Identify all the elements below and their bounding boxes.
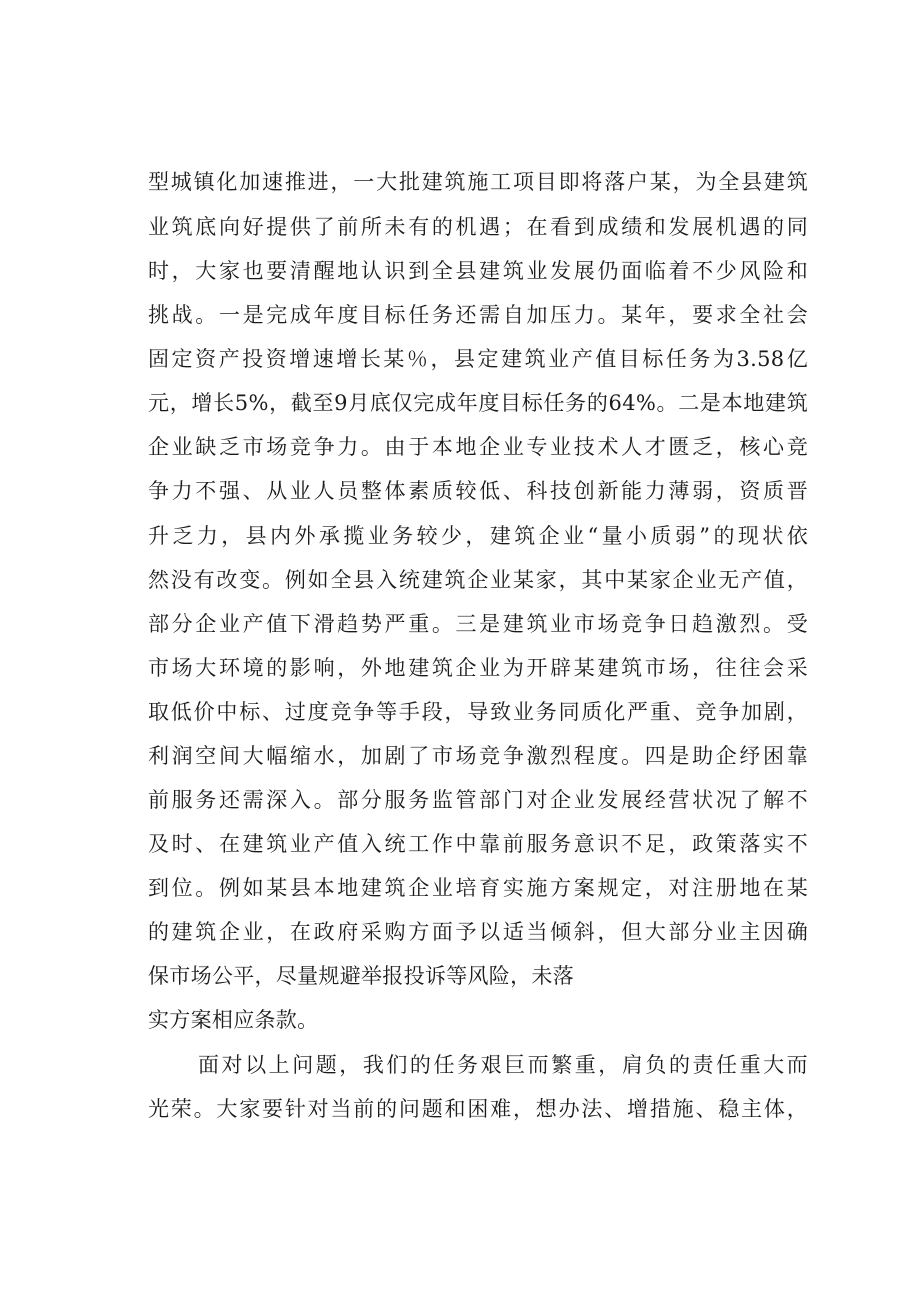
text-line: 然没有改变。例如全县入统建筑企业某家，其中某家企业无产值， xyxy=(148,568,808,592)
text-line: 时，大家也要清醒地认识到全县建筑业发展仍面临着不少风险和 xyxy=(148,259,808,283)
text-line: 部分企业产值下滑趋势严重。三是建筑业市场竞争日趋激烈。受 xyxy=(148,612,808,636)
text-line: 挑战。一是完成年度目标任务还需自加压力。某年，要求全社会 xyxy=(148,303,808,327)
text-line: 及时、在建筑业产值入统工作中靠前服务意识不足，政策落实不 xyxy=(148,832,808,856)
text-line: 实方案相应条款。 xyxy=(148,1008,319,1032)
text-line: 利润空间大幅缩水，加剧了市场竞争激烈程度。四是助企纾困靠 xyxy=(148,744,808,768)
text-line: 前服务还需深入。部分服务监管部门对企业发展经营状况了解不 xyxy=(148,788,808,812)
text-line: 争力不强、从业人员整体素质较低、科技创新能力薄弱，资质晋 xyxy=(148,479,808,503)
text-line: 市场大环境的影响，外地建筑企业为开辟某建筑市场，往往会采 xyxy=(148,656,808,680)
text-line: 企业缺乏市场竞争力。由于本地企业专业技术人才匮乏，核心竞 xyxy=(148,435,808,459)
text-line: 元，增长5%，截至9月底仅完成年度目标任务的64%。二是本地建筑 xyxy=(148,391,808,415)
text-line: 取低价中标、过度竞争等手段，导致业务同质化严重、竞争加剧， xyxy=(148,700,808,724)
text-line: 固定资产投资增速增长某％，县定建筑业产值目标任务为3.58亿 xyxy=(148,347,808,371)
text-line: 升乏力，县内外承揽业务较少，建筑企业“量小质弱”的现状依 xyxy=(148,524,808,548)
text-line: 业筑底向好提供了前所未有的机遇；在看到成绩和发展机遇的同 xyxy=(148,215,808,239)
text-line: 保市场公平，尽量规避举报投诉等风险，未落 xyxy=(148,964,574,988)
text-line: 型城镇化加速推进，一大批建筑施工项目即将落户某，为全县建筑 xyxy=(148,170,808,194)
paragraph-first-line: 面对以上问题，我们的任务艰巨而繁重，肩负的责任重大而 xyxy=(198,1053,808,1077)
text-line: 到位。例如某县本地建筑企业培育实施方案规定，对注册地在某 xyxy=(148,876,808,900)
text-line: 光荣。大家要针对当前的问题和困难，想办法、增措施、稳主体， xyxy=(148,1097,808,1121)
text-line: 的建筑企业，在政府采购方面予以适当倾斜，但大部分业主因确 xyxy=(148,920,808,944)
